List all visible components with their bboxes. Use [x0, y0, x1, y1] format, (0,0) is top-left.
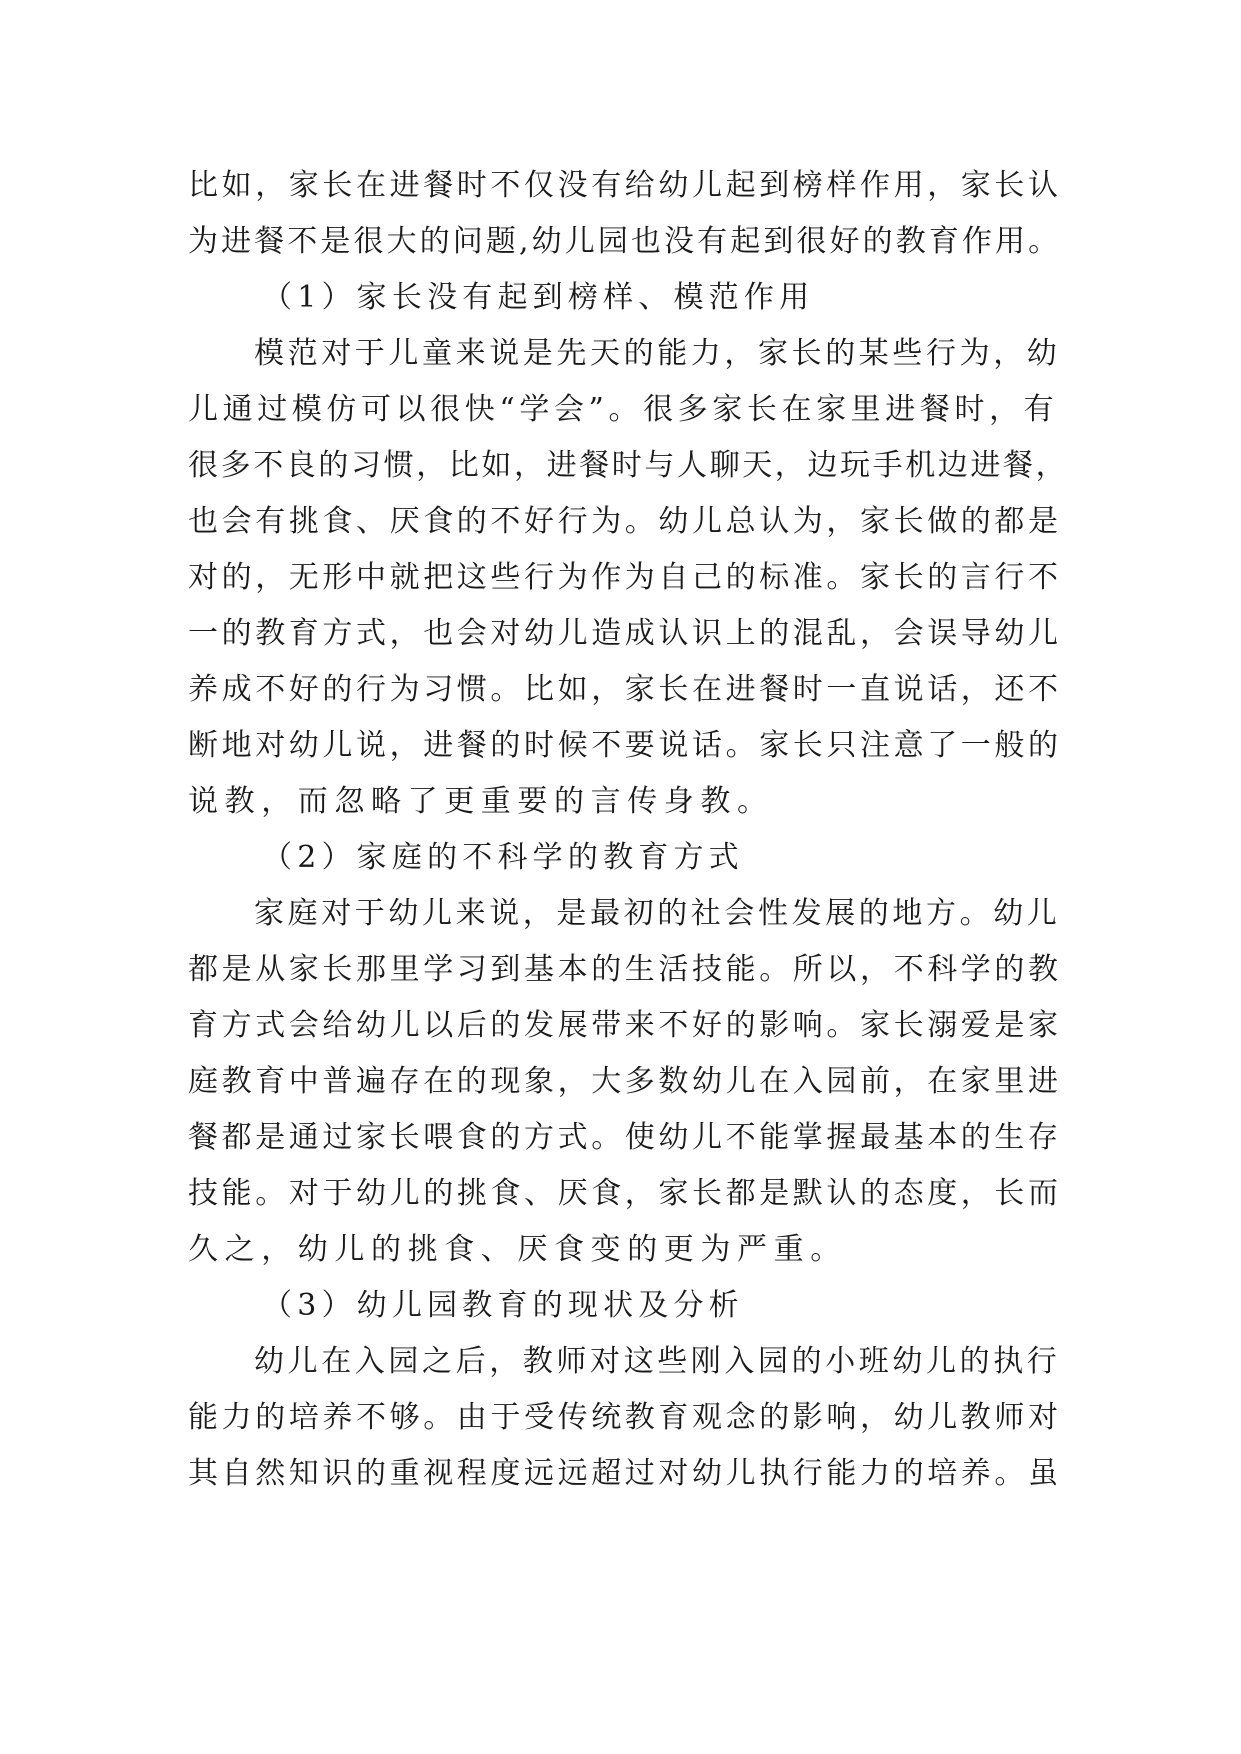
document-body — [188, 158, 1068, 1502]
body-line: 能力的培养不够。由于受传统教育观念的影响，幼儿教师对 — [188, 1400, 1062, 1435]
body-line: 久之，幼儿的挑食、厌食变的更为严重。 — [188, 1232, 847, 1267]
body-line: 比如，家长在进餐时不仅没有给幼儿起到榜样作用，家长认 — [188, 168, 1062, 203]
body-line: 儿通过模仿可以很快“学会”。很多家长在家里进餐时，有 — [188, 392, 1059, 427]
body-line: 为进餐不是很大的问题,幼儿园也没有起到很好的教育作用。 — [188, 224, 1062, 259]
body-line: 对的，无形中就把这些行为作为自己的标准。家长的言行不 — [188, 560, 1062, 595]
body-line: 庭教育中普遍存在的现象，大多数幼儿在入园前，在家里进 — [188, 1064, 1062, 1099]
section-heading: （1）家长没有起到榜样、模范作用 — [262, 280, 815, 315]
body-line: 都是从家长那里学习到基本的生活技能。所以，不科学的教 — [188, 952, 1062, 987]
body-line: 育方式会给幼儿以后的发展带来不好的影响。家长溺爱是家 — [188, 1008, 1062, 1043]
body-line: 技能。对于幼儿的挑食、厌食，家长都是默认的态度，长而 — [188, 1176, 1062, 1211]
body-line: 也会有挑食、厌食的不好行为。幼儿总认为，家长做的都是 — [188, 504, 1062, 539]
body-line: 断地对幼儿说，进餐的时候不要说话。家长只注意了一般的 — [188, 728, 1062, 763]
section-heading: （3）幼儿园教育的现状及分析 — [262, 1288, 744, 1323]
body-line: 一的教育方式，也会对幼儿造成认识上的混乱，会误导幼儿 — [188, 616, 1062, 651]
body-line: 说教，而忽略了更重要的言传身教。 — [188, 784, 774, 819]
paragraph-first-line: 幼儿在入园之后，教师对这些刚入园的小班幼儿的执行 — [254, 1344, 1061, 1379]
paragraph-first-line: 模范对于儿童来说是先天的能力，家长的某些行为，幼 — [254, 336, 1061, 371]
body-line: 养成不好的行为习惯。比如，家长在进餐时一直说话，还不 — [188, 672, 1062, 707]
section-heading: （2）家庭的不科学的教育方式 — [262, 840, 744, 875]
body-line: 餐都是通过家长喂食的方式。使幼儿不能掌握最基本的生存 — [188, 1120, 1062, 1155]
paragraph-first-line: 家庭对于幼儿来说，是最初的社会性发展的地方。幼儿 — [254, 896, 1061, 931]
body-line: 很多不良的习惯，比如，进餐时与人聊天，边玩手机边进餐， — [188, 448, 1068, 483]
body-line: 其自然知识的重视程度远远超过对幼儿执行能力的培养。虽 — [188, 1456, 1062, 1491]
